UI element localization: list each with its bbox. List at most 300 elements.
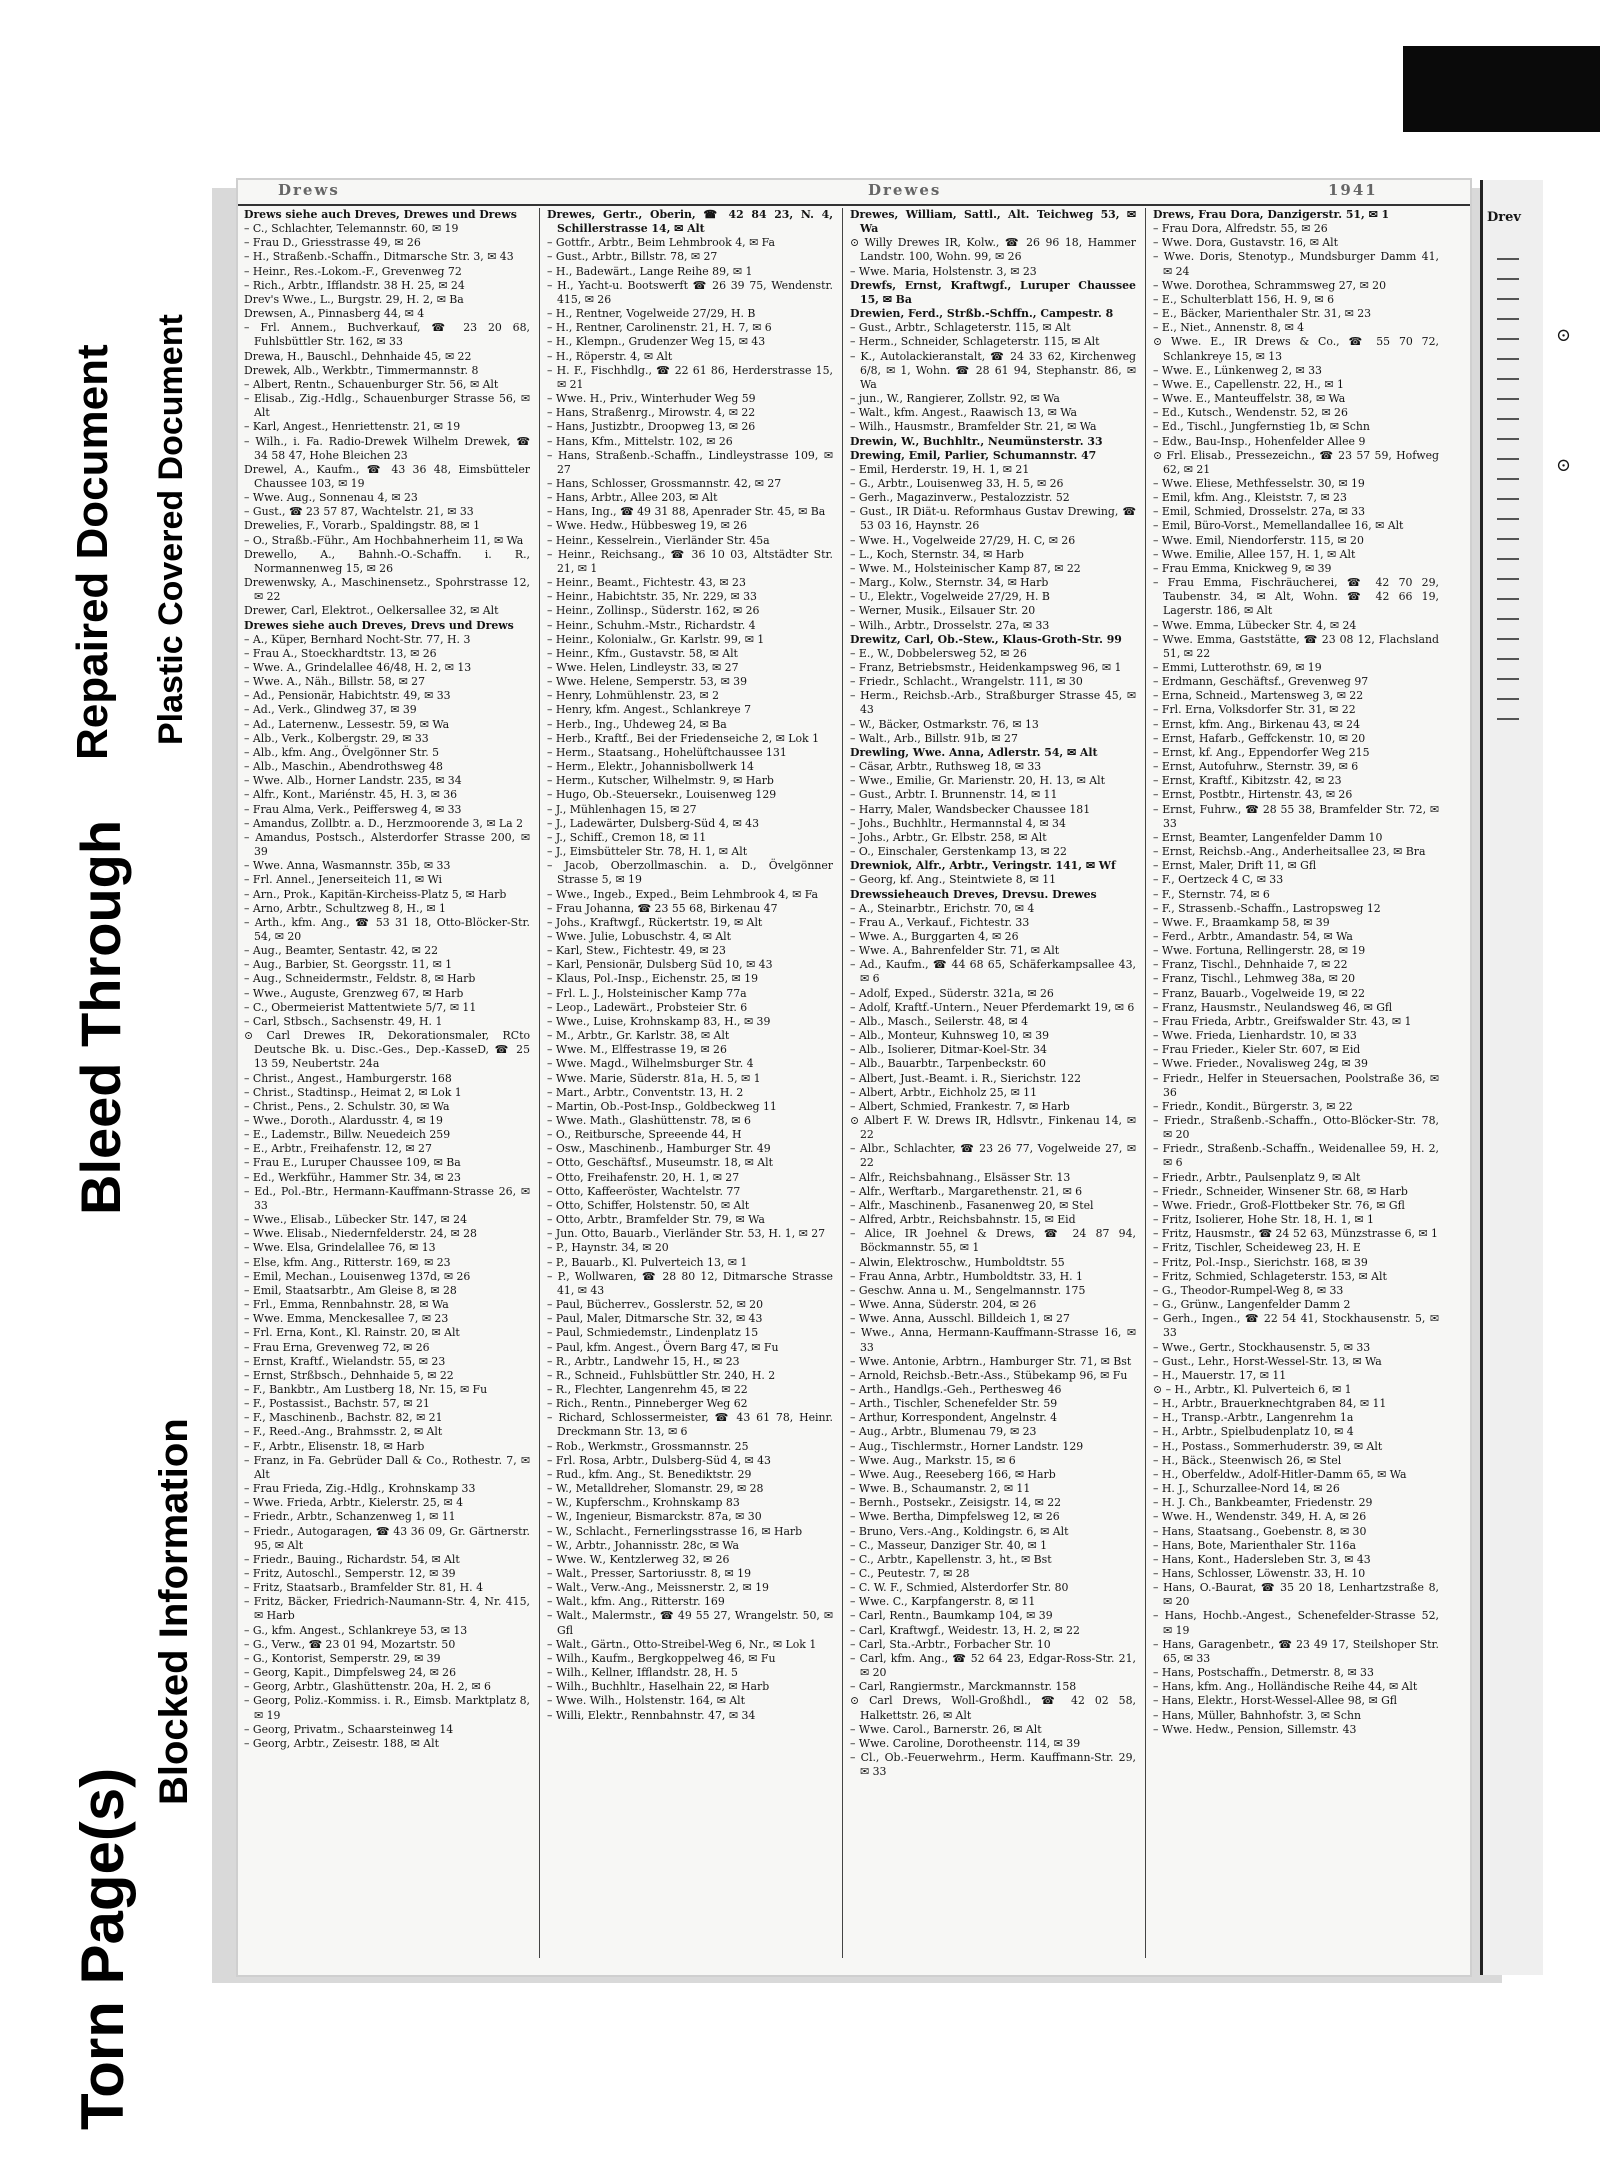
directory-entry: – C., Peutestr. 7, ✉ 28	[850, 1567, 970, 1580]
directory-entry: – F., Sternstr. 74, ✉ 6	[1153, 887, 1270, 901]
directory-entry: – Henry, kfm. Angest., Schlankreye 7	[547, 703, 752, 717]
directory-entry: – Emil, Staatsarbtr., Am Gleise 8, ✉ 28	[244, 1283, 457, 1297]
directory-entry: – H., Bäck., Steenwisch 26, ✉ Stel	[1153, 1453, 1342, 1467]
directory-entry: – Paul, Maler, Ditmarsche Str. 32, ✉ 43	[547, 1312, 763, 1326]
directory-entry: – Hans, Kont., Hadersleben Str. 3, ✉ 43	[1153, 1552, 1371, 1566]
directory-entry: – Ernst, Postbtr., Hirtenstr. 43, ✉ 26	[1153, 788, 1353, 802]
directory-entry: – F., Postassist., Bachstr. 57, ✉ 21	[244, 1397, 430, 1411]
directory-entry: – Herm., Staatsang., Hohelüftchaussee 131	[547, 745, 787, 759]
directory-heading-entry: Drewing, Emil, Parlier, Schumannstr. 47	[850, 448, 1097, 462]
directory-entry: – Wwe. Math., Glashüttenstr. 78, ✉ 6	[547, 1114, 751, 1127]
directory-entry: – Ernst, kf. Ang., Eppendorfer Weg 215	[1153, 745, 1370, 759]
directory-entry: – Hans, Hochb.-Angest., Schenefelder-Strasse 52, ✉ 19	[1153, 1609, 1439, 1637]
directory-entry: – Herm., Schneider, Schlageterstr. 115, ✉ Alt	[850, 335, 1100, 349]
directory-entry: – Wwe. H., Wendenstr. 349, H. A, ✉ 26	[1153, 1510, 1367, 1524]
directory-entry: – M., Arbtr., Gr. Karlstr. 38, ✉ Alt	[547, 1029, 730, 1043]
directory-entry: – Wwe. Emilie, Allee 157, H. 1, ✉ Alt	[1153, 547, 1356, 561]
ring-mark-icon: ⊙	[1556, 325, 1572, 346]
directory-entry: – W., Kupferschm., Krohnskamp 83	[547, 1496, 740, 1510]
directory-entry: ⊙ Carl Drewes IR, Dekorationsmaler, RCto Deutsche Bk. u. Disc.-Ges., Dep.-KasseD, ☎ 25 13 59, Neubertstr. 24a	[244, 1029, 530, 1071]
directory-entry: – Hans, Bote, Marienthaler Str. 116a	[1153, 1538, 1357, 1552]
directory-entry: – Walt., Presser, Sartoriusstr. 8, ✉ 19	[547, 1567, 752, 1580]
directory-entry: – H. J. Ch., Bankbeamter, Friedenstr. 29	[1153, 1496, 1373, 1510]
directory-entry: – C., Masseur, Danziger Str. 40, ✉ 1	[850, 1538, 1048, 1552]
directory-entry: – Alb., Verk., Kolbergstr. 29, ✉ 33	[244, 731, 429, 745]
directory-entry: Drewenwsky, A., Maschinensetz., Spohrstrasse 12, ✉ 22	[244, 576, 530, 604]
directory-entry: ⊙ Willy Drewes IR, Kolw., ☎ 26 96 18, Hammer Landstr. 100, Wohn. 99, ✉ 26	[850, 236, 1136, 264]
directory-entry: – Ernst, Maler, Drift 11, ✉ Gfl	[1153, 859, 1317, 873]
directory-entry: – Wwe. Aug., Sonnenau 4, ✉ 23	[244, 491, 418, 505]
directory-entry: – Hans, O.-Baurat, ☎ 35 20 18, Lenhartzstraße 8, ✉ 20	[1153, 1581, 1439, 1609]
directory-entry: – Ernst, Kraftf., Kibitzstr. 42, ✉ 23	[1153, 774, 1342, 788]
directory-entry: – G., Arbtr., Louisenweg 33, H. 5, ✉ 26	[850, 476, 1064, 490]
directory-entry: – Gerh., Ingen., ☎ 22 54 41, Stockhausenstr. 5, ✉ 33	[1153, 1312, 1439, 1340]
page-header	[238, 180, 1470, 206]
directory-entry: – Gerh., Magazinverw., Pestalozzistr. 52	[850, 491, 1070, 505]
directory-heading-entry: Drewitz, Carl, Ob.-Stew., Klaus-Groth-Str. 99	[850, 632, 1122, 646]
directory-entry: – Hans, Ing., ☎ 49 31 88, Apenrader Str. 45, ✉ Ba	[547, 505, 826, 519]
bleed-through-label: Bleed Through	[69, 819, 132, 1215]
adjacent-page-text-marks	[1497, 240, 1519, 738]
directory-entry: – Wwe., Gertr., Stockhausenstr. 5, ✉ 33	[1153, 1340, 1371, 1354]
directory-heading-entry: Drews, Frau Dora, Danzigerstr. 51, ✉ 1	[1153, 208, 1390, 221]
directory-entry: – Arth., Handlgs.-Geh., Perthesweg 46	[850, 1382, 1062, 1396]
directory-entry: – Fritz, Pol.-Insp., Sierichstr. 168, ✉ 39	[1153, 1255, 1368, 1269]
directory-entry: – E., Niet., Annenstr. 8, ✉ 4	[1153, 321, 1305, 335]
directory-entry: – Adolf, Exped., Süderstr. 321a, ✉ 26	[850, 986, 1054, 1000]
directory-entry: – O., Einschaler, Gerstenkamp 13, ✉ 22	[850, 845, 1067, 859]
directory-entry: – Wwe. Emil, Niendorferstr. 115, ✉ 20	[1153, 533, 1364, 547]
torn-pages-label: Torn Page(s)	[69, 1767, 136, 2130]
directory-entry: – Leop., Ladewärt., Probsteier Str. 6	[547, 1000, 748, 1014]
directory-entry: – Frau Anna, Arbtr., Humboldtstr. 33, H. 1	[850, 1269, 1083, 1283]
directory-entry: – Hans, kfm. Ang., Holländische Reihe 44, ✉ Alt	[1153, 1680, 1418, 1694]
plastic-covered-label: Plastic Covered Document	[152, 314, 190, 745]
directory-entry: – Emil, kfm. Ang., Kleiststr. 7, ✉ 23	[1153, 491, 1347, 505]
directory-entry: – Marg., Kolw., Sternstr. 34, ✉ Harb	[850, 576, 1049, 590]
directory-entry: – Friedr., Arbtr., Paulsenplatz 9, ✉ Alt	[1153, 1170, 1361, 1184]
directory-entry: – Frl. Annem., Buchverkauf, ☎ 23 20 68, Fuhlsbüttler Str. 162, ✉ 33	[244, 321, 530, 349]
directory-entry: – Ernst, Autofuhrw., Sternstr. 39, ✉ 6	[1153, 760, 1359, 774]
directory-entry: – Arthur, Korrespondent, Angelnstr. 4	[850, 1411, 1058, 1425]
directory-entry: – Heinr., Res.-Lokom.-F., Grevenweg 72	[244, 264, 462, 278]
directory-entry: Drewelies, F., Vorarb., Spaldingstr. 88, ✉ 1	[244, 519, 481, 533]
directory-entry: – F., Arbtr., Elisenstr. 18, ✉ Harb	[244, 1439, 425, 1453]
directory-entry: – Georg, Privatm., Schaarsteinweg 14	[244, 1722, 454, 1736]
directory-entry: – Ed., Tischl., Jungfernstieg 1b, ✉ Schn	[1153, 420, 1370, 434]
directory-entry: – E., Bäcker, Marienthaler Str. 31, ✉ 23	[1153, 307, 1372, 321]
directory-entry: – Wwe. E., Manteuffelstr. 38, ✉ Wa	[1153, 392, 1346, 406]
directory-entry: – Wwe. Helene, Semperstr. 53, ✉ 39	[547, 675, 748, 689]
directory-entry: – Rud., kfm. Ang., St. Benediktstr. 29	[547, 1467, 752, 1481]
directory-entry: – Wilh., Kaufm., Bergkoppelweg 46, ✉ Fu	[547, 1651, 776, 1665]
directory-entry: ⊙ – H., Arbtr., Kl. Pulverteich 6, ✉ 1	[1153, 1382, 1352, 1396]
directory-entry: – Wwe., Doroth., Alardusstr. 4, ✉ 19	[244, 1114, 443, 1127]
directory-entry: – Hans, Schlosser, Löwenstr. 33, H. 10	[1153, 1567, 1366, 1580]
directory-entry: – Wwe. W., Kentzlerweg 32, ✉ 26	[547, 1552, 730, 1566]
directory-entry: – Wwe. Carol., Barnerstr. 26, ✉ Alt	[850, 1722, 1042, 1736]
directory-entry: – Jun. Otto, Bauarb., Vierländer Str. 53, H. 1, ✉ 27	[547, 1227, 826, 1241]
directory-entry: – Heinr., Beamt., Fichtestr. 43, ✉ 23	[547, 576, 746, 590]
directory-entry: – Carl, Sta.-Arbtr., Forbacher Str. 10	[850, 1637, 1051, 1651]
directory-entry: – Franz, in Fa. Gebrüder Dall & Co., Rothestr. 7, ✉ Alt	[244, 1453, 530, 1481]
directory-entry: – Else, kfm. Ang., Ritterstr. 169, ✉ 23	[244, 1255, 451, 1269]
directory-entry: – Georg, Arbtr., Glashüttenstr. 20a, H. 2, ✉ 6	[244, 1680, 491, 1694]
directory-entry: – Ernst, Strßbsch., Dehnhaide 5, ✉ 22	[244, 1368, 454, 1382]
directory-entry: – Wwe. Hedw., Pension, Sillemstr. 43	[1153, 1722, 1357, 1736]
directory-entry: – Gust., Arbtr. I. Brunnenstr. 14, ✉ 11	[850, 788, 1058, 802]
directory-entry: – Frau D., Griesstrasse 49, ✉ 26	[244, 236, 421, 250]
directory-entry: – Walt., Verw.-Ang., Meissnerstr. 2, ✉ 19	[547, 1581, 769, 1595]
directory-entry: – Emmi, Lutterothstr. 69, ✉ 19	[1153, 661, 1322, 674]
directory-entry: – H., Oberfeldw., Adolf-Hitler-Damm 65, ✉ Wa	[1153, 1467, 1407, 1481]
directory-entry: – Georg, kf. Ang., Steintwiete 8, ✉ 11	[850, 873, 1057, 887]
directory-entry: – P., Haynstr. 34, ✉ 20	[547, 1241, 669, 1255]
directory-entry: – K., Autolackieranstalt, ☎ 24 33 62, Kirchenweg 6/8, ✉ 1, Wohn. ☎ 28 61 94, Stephanstr. 86, ✉ Wa	[850, 349, 1136, 391]
directory-entry: – Wwe. Alb., Horner Landstr. 235, ✉ 34	[244, 774, 462, 788]
directory-entry: – H., Rentner, Carolinenstr. 21, H. 7, ✉ 6	[547, 321, 772, 335]
directory-entry: – H., Arbtr., Spielbudenplatz 10, ✉ 4	[1153, 1425, 1354, 1439]
directory-entry: – Otto, Geschäftsf., Museumstr. 18, ✉ Alt	[547, 1156, 773, 1170]
directory-entry: – H., Straßenb.-Schaffn., Ditmarsche Str. 3, ✉ 43	[244, 250, 514, 264]
ring-mark-icon: ⊙	[1556, 455, 1572, 476]
directory-entry: – Wilh., Buchhltr., Haselhain 22, ✉ Harb	[547, 1680, 770, 1694]
directory-entry: – Albert, Rentn., Schauenburger Str. 56, ✉ Alt	[244, 377, 499, 391]
directory-entry: – Wwe. A., Grindelallee 46/48, H. 2, ✉ 13	[244, 661, 472, 674]
directory-entry: – O., Straßb.-Führ., Am Hochbahnerheim 11, ✉ Wa	[244, 533, 524, 547]
directory-column-2	[547, 208, 833, 1958]
directory-entry: – Wwe. Anna, Süderstr. 204, ✉ 26	[850, 1298, 1037, 1312]
directory-entry: – Albr., Schlachter, ☎ 23 26 77, Vogelweide 27, ✉ 22	[850, 1142, 1136, 1170]
directory-entry: – E., Schulterblatt 156, H. 9, ✉ 6	[1153, 292, 1335, 306]
directory-entry: – Wwe. Aug., Reeseberg 166, ✉ Harb	[850, 1467, 1056, 1481]
directory-entry: – Wilh., Hausmstr., Bramfelder Str. 21, ✉ Wa	[850, 420, 1097, 434]
directory-entry: – Johs., Arbtr., Gr. Elbstr. 258, ✉ Alt	[850, 830, 1047, 844]
directory-entry: – Ernst, Kraftf., Wielandstr. 55, ✉ 23	[244, 1354, 446, 1368]
directory-entry: – R., Schneid., Fuhlsbüttler Str. 240, H. 2	[547, 1368, 776, 1382]
directory-column-4	[1153, 208, 1439, 1958]
directory-entry: – Ad., Kaufm., ☎ 44 68 65, Schäferkampsallee 43, ✉ 6	[850, 958, 1136, 986]
directory-entry: – P., Bauarb., Kl. Pulverteich 13, ✉ 1	[547, 1255, 748, 1269]
directory-entry: – Frl. Erna, Kont., Kl. Rainstr. 20, ✉ Alt	[244, 1326, 460, 1340]
repaired-document-label: Repaired Document	[68, 344, 117, 760]
directory-entry: – C., Obermeierist Mattentwiete 5/7, ✉ 11	[244, 1000, 477, 1014]
directory-entry: – Alfred, Arbtr., Reichsbahnstr. 15, ✉ Eid	[850, 1213, 1076, 1227]
directory-entry: – Georg, Kapit., Dimpfelsweg 24, ✉ 26	[244, 1666, 457, 1680]
directory-entry: – Ernst, Reichsb.-Ang., Anderheitsallee 23, ✉ Bra	[1153, 845, 1426, 859]
directory-entry: – Emil, Büro-Vorst., Memellandallee 16, ✉ Alt	[1153, 519, 1404, 533]
adjacent-page-catchword: Drev	[1487, 210, 1521, 225]
directory-entry: – L., Koch, Sternstr. 34, ✉ Harb	[850, 547, 1024, 561]
directory-entry: – W., Arbtr., Johannisstr. 28c, ✉ Wa	[547, 1538, 740, 1552]
directory-entry: – Arno, Arbtr., Schultzweg 8, H., ✉ 1	[244, 901, 446, 915]
directory-entry: – Carl, Stbsch., Sachsenstr. 49, H. 1	[244, 1014, 443, 1028]
directory-entry: – H. F., Fischhdlg., ☎ 22 61 86, Herderstrasse 15, ✉ 21	[547, 363, 833, 391]
directory-entry: – Gust., ☎ 23 57 87, Wachtelstr. 21, ✉ 33	[244, 505, 474, 519]
directory-entry: – Cäsar, Arbtr., Ruthsweg 18, ✉ 33	[850, 760, 1042, 774]
directory-entry: – Franz, Bauarb., Vogelweide 19, ✉ 22	[1153, 986, 1366, 1000]
directory-entry: – H. J., Schurzallee-Nord 14, ✉ 26	[1153, 1482, 1340, 1496]
directory-entry: – Paul, Schmiedemstr., Lindenplatz 15	[547, 1326, 759, 1340]
directory-entry: – Herb., Kraftf., Bei der Friedenseiche 2, ✉ Lok 1	[547, 731, 820, 745]
directory-entry: – G., Grünw., Langenfelder Damm 2	[1153, 1298, 1351, 1312]
directory-entry: – Wwe. Aug., Markstr. 15, ✉ 6	[850, 1453, 1016, 1467]
directory-entry: – H., Transp.-Arbtr., Langenrehm 1a	[1153, 1411, 1354, 1425]
directory-entry: – Wwe. F., Braamkamp 58, ✉ 39	[1153, 915, 1330, 929]
directory-entry: – F., Oertzeck 4 C, ✉ 33	[1153, 873, 1284, 887]
directory-entry: – Friedr., Helfer in Steuersachen, Poolstraße 36, ✉ 36	[1153, 1071, 1439, 1099]
directory-entry: – Erdmann, Geschäftsf., Grevenweg 97	[1153, 675, 1369, 689]
directory-entry: – Wwe. Fortuna, Rellingerstr. 28, ✉ 19	[1153, 944, 1366, 958]
directory-entry: – Adolf, Kraftf.-Untern., Neuer Pferdemarkt 19, ✉ 6	[850, 1000, 1135, 1014]
directory-entry: – Otto, Freihafenstr. 20, H. 1, ✉ 27	[547, 1170, 740, 1184]
directory-entry: – Wwe. Caroline, Dorotheenstr. 114, ✉ 39	[850, 1736, 1081, 1750]
directory-heading-entry: Drewfs, Ernst, Kraftwgf., Luruper Chaussee 15, ✉ Ba	[850, 278, 1136, 306]
directory-entry: – Gottfr., Arbtr., Beim Lehmbrook 4, ✉ Fa	[547, 236, 775, 250]
directory-entry: – Franz, Tischl., Lehmweg 38a, ✉ 20	[1153, 972, 1356, 986]
directory-entry: – W., Ingenieur, Bismarckstr. 87a, ✉ 30	[547, 1510, 762, 1524]
directory-entry: – A., Steinarbtr., Erichstr. 70, ✉ 4	[850, 901, 1035, 915]
directory-entry: – W., Bäcker, Ostmarkstr. 76, ✉ 13	[850, 717, 1039, 731]
directory-entry: – Gust., Arbtr., Billstr. 78, ✉ 27	[547, 250, 718, 264]
directory-entry: – Alfr., Werftarb., Margarethenstr. 21, ✉ 6	[850, 1184, 1083, 1198]
directory-entry: – Wwe. M., Holsteinischer Kamp 87, ✉ 22	[850, 561, 1081, 575]
directory-entry: – Georg, Arbtr., Zeisestr. 188, ✉ Alt	[244, 1736, 439, 1750]
directory-entry: – Fritz, Isolierer, Hohe Str. 18, H. 1, ✉ 1	[1153, 1213, 1374, 1227]
directory-entry: – Alb., Isolierer, Ditmar-Koel-Str. 34	[850, 1043, 1047, 1057]
directory-entry: – Hans, Straßenb.-Schaffn., Lindleystrasse 109, ✉ 27	[547, 448, 833, 476]
directory-entry: – Friedr., Autogaragen, ☎ 43 36 09, Gr. Gärtnerstr. 95, ✉ Alt	[244, 1524, 530, 1552]
directory-entry: – Fritz, Autoschl., Semperstr. 12, ✉ 39	[244, 1567, 456, 1580]
directory-entry: – Heinr., Kesselrein., Vierländer Str. 45a	[547, 533, 770, 547]
directory-entry: – Arth., Tischler, Schenefelder Str. 59	[850, 1397, 1058, 1411]
directory-entry: – H., Badewärt., Lange Reihe 89, ✉ 1	[547, 264, 753, 278]
directory-entry: – G., Kontorist, Semperstr. 29, ✉ 39	[244, 1651, 441, 1665]
directory-column-1	[244, 208, 530, 1958]
directory-entry: – G., Verw., ☎ 23 01 94, Mozartstr. 50	[244, 1637, 456, 1651]
directory-entry: – Ed., Werkführ., Hammer Str. 34, ✉ 23	[244, 1170, 461, 1184]
directory-entry: – Aug., Schneidermstr., Feldstr. 8, ✉ Harb	[244, 972, 476, 986]
directory-entry: – C., Arbtr., Kapellenstr. 3, ht., ✉ Bst	[850, 1552, 1052, 1566]
directory-entry: – Ferd., Arbtr., Amandastr. 54, ✉ Wa	[1153, 929, 1353, 943]
directory-entry: – Hans, Schlosser, Grossmannstr. 42, ✉ 27	[547, 476, 782, 490]
directory-entry: – Walt., Arb., Billstr. 91b, ✉ 27	[850, 731, 1018, 745]
directory-entry: – Alb., Monteur, Kuhnsweg 10, ✉ 39	[850, 1029, 1050, 1043]
directory-entry: – Alfr., Maschinenb., Fasanenweg 20, ✉ Stel	[850, 1198, 1094, 1212]
directory-entry: – Cl., Ob.-Feuerwehrm., Herm. Kauffmann-Str. 29, ✉ 33	[850, 1751, 1136, 1779]
directory-entry: – Alb., Masch., Seilerstr. 48, ✉ 4	[850, 1014, 1029, 1028]
directory-entry: – U., Elektr., Vogelweide 27/29, H. B	[850, 590, 1050, 604]
directory-entry: – Alfr., Kont., Mariénstr. 45, H. 3, ✉ 36	[244, 788, 458, 802]
directory-entry: – Herb., Ing., Uhdeweg 24, ✉ Ba	[547, 717, 727, 731]
directory-entry: – G., Theodor-Rumpel-Weg 8, ✉ 33	[1153, 1283, 1344, 1297]
directory-entry: – Wwe. A., Burggarten 4, ✉ 26	[850, 929, 1019, 943]
directory-entry: – Ernst, Hafarb., Geffckenstr. 10, ✉ 20	[1153, 731, 1366, 745]
directory-entry: – Hans, Garagenbetr., ☎ 23 49 17, Steilshoper Str. 65, ✉ 33	[1153, 1637, 1439, 1665]
directory-entry: – E., Arbtr., Freihafenstr. 12, ✉ 27	[244, 1142, 432, 1156]
directory-entry: – Richard, Schlossermeister, ☎ 43 61 78, Heinr. Dreckmann Str. 13, ✉ 6	[547, 1411, 833, 1439]
directory-entry: – H., Postass., Sommerhuderstr. 39, ✉ Alt	[1153, 1439, 1383, 1453]
directory-entry: – Erna, Schneid., Martensweg 3, ✉ 22	[1153, 689, 1364, 703]
blocked-information-label: Blocked Information	[152, 1418, 196, 1805]
directory-entry: – Frau Emma, Fischräucherei, ☎ 42 70 29, Taubenstr. 34, ✉ Alt, Wohn. ☎ 42 66 19, Lagerstr. 186, ✉ Alt	[1153, 576, 1439, 618]
directory-entry: – Geschw. Anna u. M., Sengelmannstr. 175	[850, 1283, 1086, 1297]
directory-entry: – Wwe. Emma, Gaststätte, ☎ 23 08 12, Flachsland 51, ✉ 22	[1153, 632, 1439, 660]
directory-entry: – Wwe., Ingeb., Exped., Beim Lehmbrook 4, ✉ Fa	[547, 887, 819, 901]
directory-entry: – Hans, Straßenrg., Mirowstr. 4, ✉ 22	[547, 406, 756, 420]
directory-entry: Drewello, A., Bahnh.-O.-Schaffn. i. R., Normannenweg 15, ✉ 26	[244, 547, 530, 575]
adjacent-page-edge	[1480, 180, 1543, 1975]
directory-entry: – H., Yacht-u. Bootswerft ☎ 26 39 75, Wendenstr. 415, ✉ 26	[547, 278, 833, 306]
directory-entry: – Arth., kfm. Ang., ☎ 53 31 18, Otto-Blöcker-Str. 54, ✉ 20	[244, 915, 530, 943]
directory-entry: Drewel, A., Kaufm., ☎ 43 36 48, Eimsbütteler Chaussee 103, ✉ 19	[244, 462, 530, 490]
directory-entry: – Heinr., Kfm., Gustavstr. 58, ✉ Alt	[547, 646, 738, 660]
directory-entry: – Wwe. Maria, Holstenstr. 3, ✉ 23	[850, 264, 1037, 278]
directory-entry: – R., Arbtr., Landwehr 15, H., ✉ 23	[547, 1354, 740, 1368]
header-year: 1941	[1328, 181, 1378, 199]
directory-entry: – Heinr., Zollinsp., Süderstr. 162, ✉ 26	[547, 604, 760, 618]
directory-entry: – Ed., Pol.-Btr., Hermann-Kauffmann-Strasse 26, ✉ 33	[244, 1184, 530, 1212]
directory-entry: – F., Strassenb.-Schaffn., Lastropsweg 12	[1153, 901, 1381, 915]
directory-entry: – Frau Frieda, Zig.-Hdlg., Krohnskamp 33	[244, 1482, 476, 1496]
directory-entry: – Emil, Herderstr. 19, H. 1, ✉ 21	[850, 462, 1030, 476]
directory-entry: – Ernst, Fuhrw., ☎ 28 55 38, Bramfelder Str. 72, ✉ 33	[1153, 802, 1439, 830]
directory-entry: – Wwe. Emma, Menckesallee 7, ✉ 23	[244, 1312, 449, 1326]
directory-entry: – Wwe. Doris, Stenotyp., Mundsburger Damm 41, ✉ 24	[1153, 250, 1439, 278]
directory-heading-entry: Drewien, Ferd., Strßb.-Schffn., Campestr. 8	[850, 307, 1114, 321]
directory-entry: – Hans, Arbtr., Allee 203, ✉ Alt	[547, 491, 718, 505]
directory-entry: – Frl. Erna, Volksdorfer Str. 31, ✉ 22	[1153, 703, 1356, 717]
directory-entry: – Wwe. Dora, Gustavstr. 16, ✉ Alt	[1153, 236, 1339, 250]
directory-entry: – Friedr., Schlacht., Wrangelstr. 111, ✉ 30	[850, 675, 1083, 689]
directory-heading-entry: Drewssieheauch Dreves, Drevsu. Drewes	[850, 887, 1097, 901]
directory-entry: – J., Schiff., Cremon 18, ✉ 11	[547, 830, 707, 844]
directory-entry: – Christ., Pens., 2. Schulstr. 30, ✉ Wa	[244, 1099, 450, 1113]
directory-entry: – Willi, Elektr., Rennbahnstr. 47, ✉ 34	[547, 1708, 756, 1722]
directory-entry: – Wwe. M., Elffestrasse 19, ✉ 26	[547, 1043, 727, 1057]
directory-entry: – Alwin, Elektroschw., Humboldtstr. 55	[850, 1255, 1065, 1269]
directory-entry: – Georg, Poliz.-Kommiss. i. R., Eimsb. Marktplatz 8, ✉ 19	[244, 1694, 530, 1722]
directory-entry: Drewer, Carl, Elektrot., Oelkersallee 32, ✉ Alt	[244, 604, 499, 618]
directory-entry: – J., Mühlenhagen 15, ✉ 27	[547, 802, 697, 816]
directory-entry: – Fritz, Hausmstr., ☎ 24 52 63, Münzstrasse 6, ✉ 1	[1153, 1227, 1438, 1241]
column-rule	[539, 208, 540, 1958]
directory-entry: – Frl. Annel., Jenerseiteich 11, ✉ Wi	[244, 873, 443, 887]
column-rule	[842, 208, 843, 1958]
directory-entry: Drewa, H., Bauschl., Dehnhaide 45, ✉ 22	[244, 349, 472, 363]
directory-entry: – R., Flechter, Langenrehm 45, ✉ 22	[547, 1382, 748, 1396]
directory-entry: – Wwe., Anna, Hermann-Kauffmann-Strasse 16, ✉ 33	[850, 1326, 1136, 1354]
directory-entry: – Bruno, Vers.-Ang., Koldingstr. 6, ✉ Alt	[850, 1524, 1069, 1538]
directory-entry: – E., W., Dobbelersweg 52, ✉ 26	[850, 646, 1027, 660]
directory-entry: – Wilh., Arbtr., Drosselstr. 27a, ✉ 33	[850, 618, 1050, 632]
directory-entry: – Fritz, Schmied, Schlageterstr. 153, ✉ Alt	[1153, 1269, 1387, 1283]
directory-entry: – Hans, Elektr., Horst-Wessel-Allee 98, ✉ Gfl	[1153, 1694, 1398, 1708]
directory-entry: – Wwe. Frieda, Lienhardstr. 10, ✉ 33	[1153, 1029, 1357, 1043]
directory-entry: – Franz, Betriebsmstr., Heidenkampsweg 96, ✉ 1	[850, 661, 1122, 674]
directory-entry: – Ad., Verk., Glindweg 37, ✉ 39	[244, 703, 417, 717]
directory-entry: – Aug., Beamter, Sentastr. 42, ✉ 22	[244, 944, 439, 958]
directory-entry: ⊙ Frl. Elisab., Pressezeichn., ☎ 23 57 59, Hofweg 62, ✉ 21	[1153, 448, 1439, 476]
directory-entry: – Walt., Malermstr., ☎ 49 55 27, Wrangelstr. 50, ✉ Gfl	[547, 1609, 833, 1637]
directory-entry: – Herm., Elektr., Johannisbollwerk 14	[547, 760, 754, 774]
directory-entry: – Hans, Postschaffn., Detmerstr. 8, ✉ 33	[1153, 1666, 1374, 1680]
directory-entry: – F., Maschinenb., Bachstr. 82, ✉ 21	[244, 1411, 443, 1425]
directory-entry: – Wwe. Frieda, Arbtr., Kielerstr. 25, ✉ 4	[244, 1496, 464, 1510]
directory-entry: – Walt., kfm. Ang., Ritterstr. 169	[547, 1595, 725, 1609]
directory-entry: – Wwe. Bertha, Dimpfelsweg 12, ✉ 26	[850, 1510, 1060, 1524]
directory-entry: – Wwe. Marie, Süderstr. 81a, H. 5, ✉ 1	[547, 1071, 761, 1085]
directory-entry: – Carl, Kraftwgf., Weidestr. 13, H. 2, ✉ 22	[850, 1623, 1080, 1637]
directory-entry: – O., Reitbursche, Spreeende 44, H	[547, 1128, 742, 1142]
directory-entry: – Wwe. Antonie, Arbtrn., Hamburger Str. 71, ✉ Bst	[850, 1354, 1132, 1368]
directory-entry: – Fritz, Tischler, Scheideweg 23, H. E	[1153, 1241, 1361, 1255]
directory-entry: – Fritz, Staatsarb., Bramfelder Str. 81, H. 4	[244, 1581, 484, 1595]
directory-entry: – Paul, kfm. Angest., Övern Barg 47, ✉ Fu	[547, 1340, 779, 1354]
directory-entry: – Paul, Bücherrev., Gosslerstr. 52, ✉ 20	[547, 1298, 764, 1312]
directory-entry: – Friedr., Bauing., Richardstr. 54, ✉ Alt	[244, 1552, 460, 1566]
directory-entry: Drewek, Alb., Werkbtr., Timmermannstr. 8	[244, 363, 479, 377]
directory-page	[238, 180, 1470, 1975]
directory-entry: – Wwe. Frieder., Novalisweg 24g, ✉ 39	[1153, 1057, 1368, 1071]
directory-entry: – Heinr., Reichsang., ☎ 36 10 03, Altstädter Str. 21, ✉ 1	[547, 547, 833, 575]
directory-entry: – Hugo, Ob.-Steuersekr., Louisenweg 129	[547, 788, 777, 802]
column-rule	[1145, 208, 1146, 1958]
directory-entry: – Wwe., Emilie, Gr. Marienstr. 20, H. 13, ✉ Alt	[850, 774, 1105, 788]
directory-heading-entry: Drewes siehe auch Dreves, Drevs und Drews	[244, 618, 514, 632]
directory-entry: – Alfr., Reichsbahnang., Elsässer Str. 13	[850, 1170, 1071, 1184]
directory-entry: – Elisab., Zig.-Hdlg., Schauenburger Strasse 56, ✉ Alt	[244, 392, 530, 420]
directory-entry: – Gust., Arbtr., Schlageterstr. 115, ✉ Alt	[850, 321, 1071, 335]
directory-entry: – G., kfm. Angest., Schlankreye 53, ✉ 13	[244, 1623, 468, 1637]
directory-entry: – Ernst, kfm. Ang., Birkenau 43, ✉ 24	[1153, 717, 1361, 731]
directory-entry: – Otto, Arbtr., Bramfelder Str. 79, ✉ Wa	[547, 1213, 765, 1227]
directory-entry: – Wilh., Kellner, Ifflandstr. 28, H. 5	[547, 1666, 738, 1680]
directory-entry: – Wwe. H., Vogelweide 27/29, H. C, ✉ 26	[850, 533, 1076, 547]
directory-entry: – Hans, Staatsang., Goebenstr. 8, ✉ 30	[1153, 1524, 1367, 1538]
directory-entry: – Wwe. Friedr., Groß-Flottbeker Str. 76, ✉ Gfl	[1153, 1198, 1405, 1212]
directory-entry: – Aug., Barbier, St. Georgsstr. 11, ✉ 1	[244, 958, 453, 972]
directory-entry: – Rich., Arbtr., Ifflandstr. 38 H. 25, ✉ 24	[244, 278, 465, 292]
directory-entry: – Wwe. Elisab., Niedernfelderstr. 24, ✉ 28	[244, 1227, 477, 1241]
directory-entry: – Frau Frieder., Kieler Str. 607, ✉ Eid	[1153, 1043, 1361, 1057]
directory-entry: – Friedr., Kondit., Bürgerstr. 3, ✉ 22	[1153, 1099, 1353, 1113]
header-middle-catchword: Drewes	[868, 181, 942, 199]
directory-entry: – Wwe. Hedw., Hübbesweg 19, ✉ 26	[547, 519, 748, 533]
directory-entry: – Frl. Rosa, Arbtr., Dulsberg-Süd 4, ✉ 43	[547, 1453, 771, 1467]
directory-entry: – Henry, Lohmühlenstr. 23, ✉ 2	[547, 689, 719, 703]
directory-entry: – Ad., Laternenw., Lessestr. 59, ✉ Wa	[244, 717, 450, 731]
directory-entry: – J., Eimsbütteler Str. 78, H. 1, ✉ Alt	[547, 845, 748, 859]
directory-entry: – Frau Dora, Alfredstr. 55, ✉ 26	[1153, 222, 1328, 236]
directory-entry: – Martin, Ob.-Post-Insp., Goldbeckweg 11	[547, 1099, 777, 1113]
directory-entry: – A., Küper, Bernhard Nocht-Str. 77, H. 3	[244, 632, 471, 646]
directory-entry: Drev's Wwe., L., Burgstr. 29, H. 2, ✉ Ba	[244, 292, 464, 306]
directory-entry: – Edw., Bau-Insp., Hohenfelder Allee 9	[1153, 434, 1366, 448]
directory-entry: – Wwe. Magd., Wilhelmsburger Str. 4	[547, 1057, 754, 1071]
directory-entry: – H., Röperstr. 4, ✉ Alt	[547, 349, 673, 363]
directory-entry: – Emil, Schmied, Drosselstr. 27a, ✉ 33	[1153, 505, 1366, 519]
directory-entry: – Alb., kfm. Ang., Övelgönner Str. 5	[244, 745, 440, 759]
directory-entry: – jun., W., Rangierer, Zollstr. 92, ✉ Wa	[850, 392, 1060, 406]
directory-entry: – Alb., Maschin., Abendrothsweg 48	[244, 760, 443, 774]
directory-entry: – Ad., Pensionär, Habichtstr. 49, ✉ 33	[244, 689, 451, 703]
directory-entry: – Wwe. Helen, Lindleystr. 33, ✉ 27	[547, 661, 739, 674]
directory-entry: Drewsen, A., Pinnasberg 44, ✉ 4	[244, 307, 425, 321]
directory-entry: – Carl, kfm. Ang., ☎ 52 64 23, Edgar-Ross-Str. 21, ✉ 20	[850, 1651, 1136, 1680]
directory-entry: – Albert, Schmied, Frankestr. 7, ✉ Harb	[850, 1099, 1070, 1113]
scanner-dark-edge	[1403, 46, 1600, 132]
